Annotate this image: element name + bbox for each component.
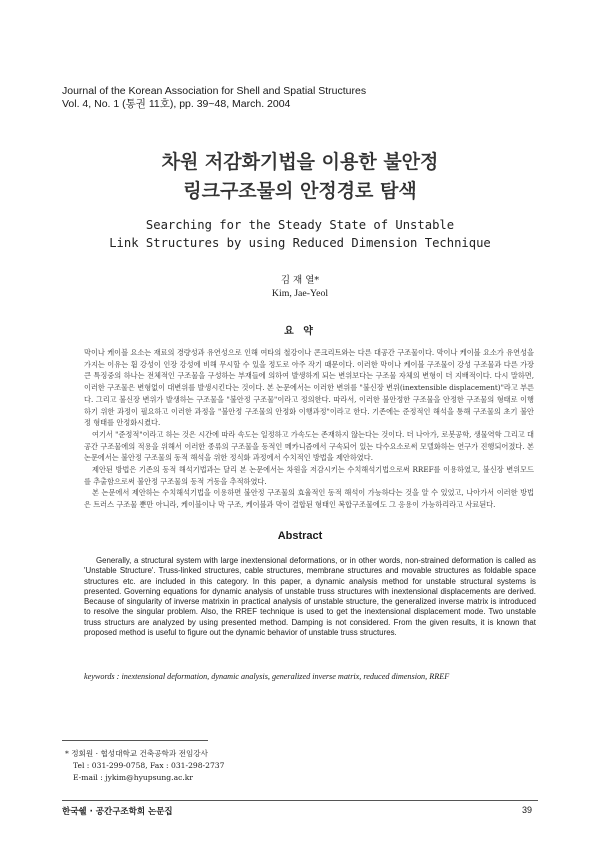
footnote-email: E-mail : jykim@hyupsung.ac.kr (73, 773, 194, 782)
footnote-affiliation: * 정회원 · 협성대학교 건축공학과 전임강사 (65, 749, 208, 758)
footer-journal-name: 한국쉘 · 공간구조학회 논문집 (62, 807, 173, 817)
footer-rule (62, 800, 538, 801)
abstract-english-heading: Abstract (277, 530, 323, 542)
footnote-phone: Tel : 031-299-0758, Fax : 031-298-2737 (73, 761, 225, 770)
author-footnote (65, 748, 224, 784)
abstract-korean-body (84, 347, 534, 511)
title-korean-line1: 차원 저감화기법을 이용한 불안정 (161, 151, 439, 173)
abstract-korean-paragraph: 여기서 "준정적"이라고 하는 것은 시간에 따라 속도는 일정하고 가속도는 존재하지 않는다는 것이다. 더 나아가, 로봇공학, 생물역학 그리고 대공간 구조물에의 적용을 위해서 이러한 종류의 구조물을 동적인 메카니즘에서 구속되어 있는 다수요소로써 모델화하는 연구가 진행되어졌다. 본 논문에서는 불안정 구조물의 동적 해석을 위한 정식화 과정에서 수치적인 방법을 제안하였다. (84, 429, 534, 463)
footnote-divider (62, 740, 208, 741)
author-english: Kim, Jae-Yeol (271, 288, 329, 299)
abstract-korean-paragraph: 막이나 케이블 요소는 재료의 경량성과 유연성으로 인해 여타의 철강이나 콘크리트와는 다른 대공간 구조물이다. 막이나 케이블 요소가 유연성을 가지는 이유는 휨 강성이 인장 강성에 비해 무시할 수 있을 정도로 아주 작기 때문이다. 이러한 막이나 케이블 구조물이 강성 구조물과 다른 가장 큰 특징중의 하나는 전체적인 구조물을 구성하는 부재들에 의하여 발생하게 되는 변위보다는 구조물 자체의 변형이 더 지배적이다. 다시 말하면, 이러한 구조물은 변형없이 대변위를 발생시킨다는 것이다. 본 논문에서는 이러한 변위를 "불신장 변위(inextensible displacement)"라고 부른다. 그리고 불신장 변위가 발생하는 구조물을 "불안정 구조물"이라고 정의한다. 따라서, 이러한 불안정한 구조물을 안정한 구조물의 형태로 이행하기 위한 과정이 필요하고 이러한 과정을 "불안정 구조물의 안정화 이행과정"이라고 한다. 기존에는 준정적인 해석을 통해 구조물의 초기 불안정 형태를 안정화시켰다. (84, 348, 534, 428)
abstract-english-body: Generally, a structural system with large inextensional deformations, or in other words, non-strained deformation is called as 'Unstable Structure'. Truss-linked structures, cable structures, membrane structures and movable structures as foldable space structures etc. are included in this category. In this paper, a dynamic analysis method for unstable structural systems is presented. Governing equations for dynamic analysis of unstable truss structures with inextensional displacements are derived. Because of singularity of inverse matrixin in practical analysis of unstable structure, the generalized inverse matrix is introduced to resolve the singular problem. Also, the RREF technique is used to get the inextensional displacement mode. Two unstable truss structurs are analyzed by using presented method. Damping is not considered. From the given results, it is known that proposed method is useful to figure out the dynamic behavior of unstable truss structures. (84, 556, 536, 638)
title-english-line1: Searching for the Steady State of Unstable (145, 218, 455, 232)
journal-info (62, 85, 366, 111)
journal-name: Journal of the Korean Association for Shell and Spatial Structures (62, 85, 367, 97)
page-number: 39 (522, 805, 533, 815)
author-korean: 김 재 열* (280, 275, 320, 286)
title-korean-line2: 링크구조물의 안정경로 탐색 (183, 180, 417, 202)
abstract-korean-paragraph: 제안된 방법은 기존의 동적 해석기법과는 달리 본 논문에서는 차원을 저감시키는 수치해석기법으로써 RREF를 이용하였고, 불신장 변위모드를 추출함으로써 불안정 구조물의 동적 거동을 추적하였다. (84, 465, 534, 486)
title-english-line2: Link Structures by using Reduced Dimension Technique (109, 236, 491, 250)
abstract-korean-paragraph: 본 논문에서 제안하는 수치해석기법을 이용하면 불안정 구조물의 효율적인 동적 해석이 가능하다는 것을 알 수 있었고, 나아가서 이러한 방법은 트러스 구조물 뿐만 아니라, 케이블이나 막 구조, 케이블과 막이 결합된 형태인 복합구조물에도 그 응용이 가능하리라고 사료된다. (84, 488, 534, 510)
keywords: keywords : inextensional deformation, dynamic analysis, generalized inverse matrix, reduced dimension, RREF (84, 672, 450, 681)
abstract-korean-heading: 요 약 (284, 326, 316, 337)
journal-volume: Vol. 4, No. 1 (통권 11호), pp. 39~48, March. 2004 (62, 98, 291, 110)
